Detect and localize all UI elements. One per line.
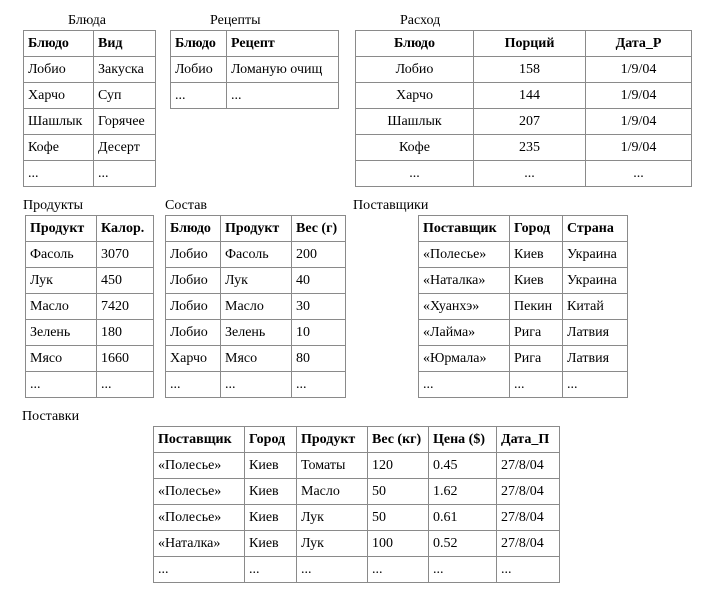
postavshchiki-row <box>419 268 628 294</box>
postavshchiki-cell: Пекин <box>510 294 563 320</box>
sostav-cell: 10 <box>292 320 346 346</box>
postavki-cell: ... <box>497 557 560 583</box>
sostav-row <box>166 268 346 294</box>
produkty-row <box>26 320 154 346</box>
bluda-row <box>24 57 156 83</box>
recepty-cell: Лобио <box>171 57 227 83</box>
table-raskhod <box>355 30 692 187</box>
sostav-cell: ... <box>166 372 221 398</box>
bluda-header-row <box>24 31 156 57</box>
produkty-cell: ... <box>26 372 97 398</box>
raskhod-cell: ... <box>356 161 474 187</box>
table-bluda <box>23 30 156 187</box>
sostav-cell: Лобио <box>166 268 221 294</box>
caption-postavki: Поставки <box>22 409 80 424</box>
postavshchiki-cell: Украина <box>563 268 628 294</box>
produkty-cell: Масло <box>26 294 97 320</box>
produkty-row <box>26 346 154 372</box>
produkty-row <box>26 372 154 398</box>
raskhod-cell: Шашлык <box>356 109 474 135</box>
sostav-header-row <box>166 216 346 242</box>
bluda-cell: Закуска <box>94 57 156 83</box>
postavshchiki-cell: Украина <box>563 242 628 268</box>
sostav-column-header: Вес (г) <box>292 216 346 242</box>
bluda-cell: ... <box>24 161 94 187</box>
postavki-cell: 27/8/04 <box>497 531 560 557</box>
raskhod-cell: 235 <box>474 135 586 161</box>
raskhod-cell: 1/9/04 <box>586 135 692 161</box>
sostav-row <box>166 320 346 346</box>
postavki-row <box>154 453 560 479</box>
produkty-cell: 3070 <box>97 242 154 268</box>
postavki-cell: Томаты <box>297 453 368 479</box>
sostav-cell: ... <box>221 372 292 398</box>
postavki-header-row <box>154 427 560 453</box>
sostav-row <box>166 346 346 372</box>
postavki-row <box>154 557 560 583</box>
postavshchiki-header-row <box>419 216 628 242</box>
postavshchiki-row <box>419 294 628 320</box>
postavki-row <box>154 505 560 531</box>
postavshchiki-row <box>419 242 628 268</box>
raskhod-cell: 207 <box>474 109 586 135</box>
postavki-cell: ... <box>429 557 497 583</box>
produkty-cell: 450 <box>97 268 154 294</box>
recepty-header-row <box>171 31 339 57</box>
postavki-row <box>154 479 560 505</box>
bluda-cell: Десерт <box>94 135 156 161</box>
postavki-cell: «Наталка» <box>154 531 245 557</box>
postavshchiki-cell: Киев <box>510 268 563 294</box>
postavki-cell: 50 <box>368 505 429 531</box>
produkty-row <box>26 294 154 320</box>
table-sostav <box>165 215 346 398</box>
sostav-cell: Зелень <box>221 320 292 346</box>
postavki-cell: 27/8/04 <box>497 453 560 479</box>
raskhod-row <box>356 109 692 135</box>
bluda-row <box>24 83 156 109</box>
postavki-column-header: Продукт <box>297 427 368 453</box>
raskhod-cell: 144 <box>474 83 586 109</box>
raskhod-column-header: Дата_Р <box>586 31 692 57</box>
postavki-column-header: Цена ($) <box>429 427 497 453</box>
raskhod-cell: 158 <box>474 57 586 83</box>
postavshchiki-column-header: Город <box>510 216 563 242</box>
raskhod-cell: ... <box>586 161 692 187</box>
table-postavki <box>153 426 560 583</box>
bluda-row <box>24 109 156 135</box>
postavki-cell: 100 <box>368 531 429 557</box>
postavki-cell: 0.61 <box>429 505 497 531</box>
postavki-cell: «Полесье» <box>154 505 245 531</box>
postavshchiki-cell: Латвия <box>563 346 628 372</box>
sostav-cell: Лобио <box>166 242 221 268</box>
bluda-cell: Кофе <box>24 135 94 161</box>
postavshchiki-cell: «Юрмала» <box>419 346 510 372</box>
postavki-cell: «Полесье» <box>154 453 245 479</box>
produkty-row <box>26 268 154 294</box>
raskhod-column-header: Порций <box>474 31 586 57</box>
produkty-column-header: Калор. <box>97 216 154 242</box>
postavki-cell: Масло <box>297 479 368 505</box>
produkty-header-row <box>26 216 154 242</box>
raskhod-cell: 1/9/04 <box>586 109 692 135</box>
table-postavshchiki <box>418 215 628 398</box>
sostav-cell: Харчо <box>166 346 221 372</box>
postavki-column-header: Город <box>245 427 297 453</box>
recepty-row <box>171 83 339 109</box>
postavki-cell: 50 <box>368 479 429 505</box>
recepty-column-header: Блюдо <box>171 31 227 57</box>
postavki-cell: 0.45 <box>429 453 497 479</box>
bluda-column-header: Блюдо <box>24 31 94 57</box>
raskhod-row <box>356 161 692 187</box>
bluda-cell: Горячее <box>94 109 156 135</box>
postavki-cell: ... <box>245 557 297 583</box>
sostav-cell: Лобио <box>166 294 221 320</box>
sostav-cell: 40 <box>292 268 346 294</box>
sostav-cell: 30 <box>292 294 346 320</box>
caption-bluda: Блюда <box>68 13 106 28</box>
postavki-column-header: Поставщик <box>154 427 245 453</box>
postavshchiki-cell: ... <box>563 372 628 398</box>
postavki-cell: Лук <box>297 505 368 531</box>
sostav-cell: Лук <box>221 268 292 294</box>
bluda-cell: Харчо <box>24 83 94 109</box>
recepty-cell: ... <box>227 83 339 109</box>
postavki-cell: 27/8/04 <box>497 505 560 531</box>
postavshchiki-cell: «Хуанхэ» <box>419 294 510 320</box>
postavki-cell: «Полесье» <box>154 479 245 505</box>
produkty-cell: 1660 <box>97 346 154 372</box>
postavshchiki-cell: ... <box>510 372 563 398</box>
postavshchiki-cell: «Лайма» <box>419 320 510 346</box>
postavki-cell: Киев <box>245 453 297 479</box>
produkty-cell: Фасоль <box>26 242 97 268</box>
sostav-row <box>166 372 346 398</box>
postavki-cell: ... <box>154 557 245 583</box>
raskhod-cell: Харчо <box>356 83 474 109</box>
postavki-cell: 1.62 <box>429 479 497 505</box>
recepty-cell: Ломаную очищ <box>227 57 339 83</box>
raskhod-row <box>356 135 692 161</box>
bluda-row <box>24 161 156 187</box>
postavshchiki-cell: Китай <box>563 294 628 320</box>
postavki-cell: Киев <box>245 505 297 531</box>
postavki-cell: 27/8/04 <box>497 479 560 505</box>
caption-postavshchiki: Поставщики <box>353 198 429 213</box>
table-produkty <box>25 215 154 398</box>
postavshchiki-row <box>419 346 628 372</box>
postavshchiki-cell: Рига <box>510 320 563 346</box>
sostav-cell: ... <box>292 372 346 398</box>
produkty-cell: ... <box>97 372 154 398</box>
postavshchiki-cell: «Наталка» <box>419 268 510 294</box>
sostav-cell: Масло <box>221 294 292 320</box>
postavshchiki-cell: Рига <box>510 346 563 372</box>
recepty-row <box>171 57 339 83</box>
postavki-cell: Киев <box>245 531 297 557</box>
sostav-column-header: Продукт <box>221 216 292 242</box>
bluda-row <box>24 135 156 161</box>
postavki-cell: ... <box>297 557 368 583</box>
sostav-cell: Мясо <box>221 346 292 372</box>
sostav-cell: 80 <box>292 346 346 372</box>
table-recepty <box>170 30 339 109</box>
sostav-row <box>166 242 346 268</box>
postavshchiki-cell: Латвия <box>563 320 628 346</box>
caption-recepty: Рецепты <box>210 13 261 28</box>
produkty-cell: Мясо <box>26 346 97 372</box>
raskhod-cell: 1/9/04 <box>586 57 692 83</box>
produkty-row <box>26 242 154 268</box>
postavki-column-header: Дата_П <box>497 427 560 453</box>
postavshchiki-column-header: Поставщик <box>419 216 510 242</box>
sostav-column-header: Блюдо <box>166 216 221 242</box>
postavki-cell: 0.52 <box>429 531 497 557</box>
recepty-cell: ... <box>171 83 227 109</box>
bluda-cell: Шашлык <box>24 109 94 135</box>
postavki-cell: ... <box>368 557 429 583</box>
raskhod-cell: Кофе <box>356 135 474 161</box>
raskhod-row <box>356 83 692 109</box>
caption-produkty: Продукты <box>23 198 83 213</box>
produkty-cell: Зелень <box>26 320 97 346</box>
raskhod-row <box>356 57 692 83</box>
sostav-cell: 200 <box>292 242 346 268</box>
postavki-cell: Киев <box>245 479 297 505</box>
sostav-cell: Лобио <box>166 320 221 346</box>
postavshchiki-column-header: Страна <box>563 216 628 242</box>
postavki-row <box>154 531 560 557</box>
caption-raskhod: Расход <box>400 13 441 28</box>
postavshchiki-row <box>419 372 628 398</box>
raskhod-column-header: Блюдо <box>356 31 474 57</box>
postavshchiki-cell: «Полесье» <box>419 242 510 268</box>
postavki-cell: 120 <box>368 453 429 479</box>
postavki-cell: Лук <box>297 531 368 557</box>
raskhod-cell: ... <box>474 161 586 187</box>
bluda-cell: ... <box>94 161 156 187</box>
sostav-row <box>166 294 346 320</box>
postavshchiki-cell: Киев <box>510 242 563 268</box>
raskhod-cell: Лобио <box>356 57 474 83</box>
produkty-cell: 180 <box>97 320 154 346</box>
recepty-column-header: Рецепт <box>227 31 339 57</box>
produkty-cell: Лук <box>26 268 97 294</box>
postavshchiki-row <box>419 320 628 346</box>
sostav-cell: Фасоль <box>221 242 292 268</box>
produkty-column-header: Продукт <box>26 216 97 242</box>
bluda-cell: Лобио <box>24 57 94 83</box>
bluda-cell: Суп <box>94 83 156 109</box>
raskhod-cell: 1/9/04 <box>586 83 692 109</box>
produkty-cell: 7420 <box>97 294 154 320</box>
bluda-column-header: Вид <box>94 31 156 57</box>
raskhod-header-row <box>356 31 692 57</box>
caption-sostav: Состав <box>165 198 208 213</box>
postavki-column-header: Вес (кг) <box>368 427 429 453</box>
postavshchiki-cell: ... <box>419 372 510 398</box>
